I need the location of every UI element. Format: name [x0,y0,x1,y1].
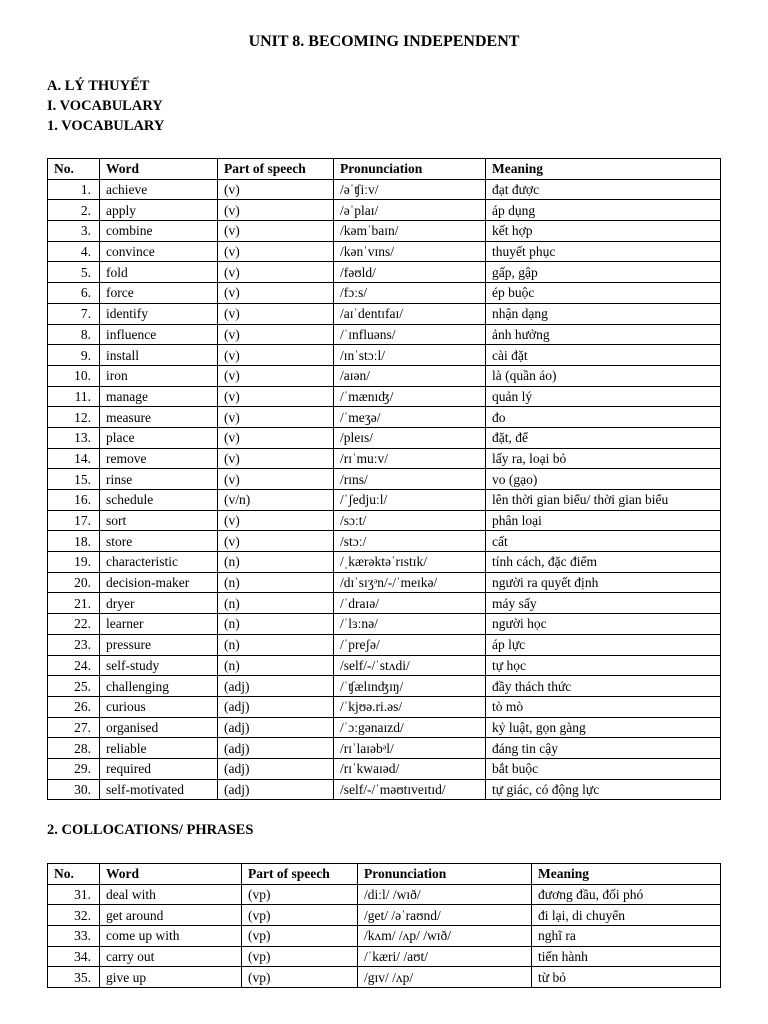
cell-pronunciation: /əˈʧiːv/ [334,179,486,200]
cell-pronunciation: /rɪˈlaɪəbᵊl/ [334,738,486,759]
cell-meaning: đương đầu, đối phó [532,884,721,905]
header-pronunciation: Pronunciation [334,159,486,180]
cell-word: get around [100,905,242,926]
cell-pronunciation: /kʌm/ /ʌp/ /wɪð/ [358,926,532,947]
cell-word: measure [100,407,218,428]
table-row [48,283,721,304]
cell-part-of-speech: (n) [218,655,334,676]
cell-part-of-speech: (v) [218,345,334,366]
cell-word: iron [100,365,218,386]
cell-no: 17. [48,510,100,531]
cell-part-of-speech: (v) [218,365,334,386]
table-row [48,676,721,697]
cell-no: 4. [48,241,100,262]
cell-pronunciation: /ˌkærəktəˈrɪstɪk/ [334,552,486,573]
table-row [48,779,721,800]
cell-word: learner [100,614,218,635]
cell-pronunciation: /rɪˈkwaɪəd/ [334,758,486,779]
cell-pronunciation: /fɔːs/ [334,283,486,304]
cell-part-of-speech: (vp) [242,905,358,926]
cell-part-of-speech: (v) [218,531,334,552]
cell-no: 5. [48,262,100,283]
cell-meaning: tiến hành [532,946,721,967]
cell-part-of-speech: (adj) [218,779,334,800]
cell-part-of-speech: (v) [218,427,334,448]
cell-pronunciation: /self/-/ˈməʊtɪveɪtɪd/ [334,779,486,800]
table-row [48,324,721,345]
table-row [48,510,721,531]
table-row [48,717,721,738]
cell-part-of-speech: (n) [218,593,334,614]
cell-pronunciation: /ˈʃedjuːl/ [334,490,486,511]
cell-no: 10. [48,365,100,386]
cell-part-of-speech: (n) [218,572,334,593]
table-row [48,552,721,573]
cell-word: give up [100,967,242,988]
cell-pronunciation: /ˈʧælɪnʤɪŋ/ [334,676,486,697]
cell-part-of-speech: (adj) [218,676,334,697]
table-row [48,262,721,283]
cell-no: 3. [48,221,100,242]
cell-no: 20. [48,572,100,593]
cell-no: 15. [48,469,100,490]
cell-meaning: đạt được [486,179,721,200]
cell-word: characteristic [100,552,218,573]
table-header-row [48,159,721,180]
cell-no: 6. [48,283,100,304]
cell-part-of-speech: (vp) [242,926,358,947]
cell-meaning: đi lại, di chuyển [532,905,721,926]
cell-meaning: tò mò [486,696,721,717]
cell-meaning: áp lực [486,634,721,655]
cell-pronunciation: /ˈlɜːnə/ [334,614,486,635]
cell-meaning: lấy ra, loại bỏ [486,448,721,469]
cell-meaning: áp dụng [486,200,721,221]
table-row [48,905,721,926]
table-row [48,884,721,905]
cell-pronunciation: /aɪən/ [334,365,486,386]
cell-meaning: bắt buộc [486,758,721,779]
cell-part-of-speech: (v) [218,200,334,221]
cell-part-of-speech: (v) [218,283,334,304]
header-part-of-speech: Part of speech [242,864,358,885]
cell-part-of-speech: (n) [218,552,334,573]
cell-no: 16. [48,490,100,511]
cell-word: combine [100,221,218,242]
cell-word: self-motivated [100,779,218,800]
header-part-of-speech: Part of speech [218,159,334,180]
cell-word: remove [100,448,218,469]
cell-part-of-speech: (adj) [218,717,334,738]
cell-no: 7. [48,303,100,324]
cell-part-of-speech: (adj) [218,738,334,759]
cell-word: come up with [100,926,242,947]
cell-pronunciation: /ˈmeʒə/ [334,407,486,428]
cell-pronunciation: /əˈplaɪ/ [334,200,486,221]
cell-no: 24. [48,655,100,676]
table-row [48,345,721,366]
cell-word: deal with [100,884,242,905]
cell-word: reliable [100,738,218,759]
table-row [48,531,721,552]
table-row [48,407,721,428]
table-row [48,614,721,635]
cell-pronunciation: /kəmˈbaɪn/ [334,221,486,242]
cell-part-of-speech: (v) [218,469,334,490]
cell-part-of-speech: (v) [218,179,334,200]
cell-word: challenging [100,676,218,697]
cell-pronunciation: /ˈkjʊə.ri.əs/ [334,696,486,717]
cell-pronunciation: /aɪˈdentɪfaɪ/ [334,303,486,324]
cell-meaning: đặt, để [486,427,721,448]
cell-pronunciation: /ˈkæri/ /aʊt/ [358,946,532,967]
cell-meaning: từ bỏ [532,967,721,988]
cell-no: 18. [48,531,100,552]
table-row [48,593,721,614]
cell-part-of-speech: (v) [218,262,334,283]
cell-no: 21. [48,593,100,614]
cell-pronunciation: /dɪˈsɪʒᵊn/-/ˈmeɪkə/ [334,572,486,593]
cell-meaning: tự học [486,655,721,676]
cell-no: 8. [48,324,100,345]
header-no: No. [48,864,100,885]
cell-pronunciation: /kənˈvɪns/ [334,241,486,262]
table-row [48,967,721,988]
cell-word: achieve [100,179,218,200]
cell-word: fold [100,262,218,283]
cell-meaning: gấp, gập [486,262,721,283]
cell-word: dryer [100,593,218,614]
cell-part-of-speech: (vp) [242,967,358,988]
cell-word: organised [100,717,218,738]
table-row [48,926,721,947]
cell-meaning: thuyết phục [486,241,721,262]
cell-no: 35. [48,967,100,988]
cell-pronunciation: /rɪˈmuːv/ [334,448,486,469]
cell-meaning: đáng tin cậy [486,738,721,759]
cell-meaning: kết hợp [486,221,721,242]
cell-no: 12. [48,407,100,428]
table-row [48,221,721,242]
cell-part-of-speech: (v) [218,324,334,345]
cell-word: carry out [100,946,242,967]
cell-word: self-study [100,655,218,676]
cell-pronunciation: /fəʊld/ [334,262,486,283]
table-row [48,241,721,262]
cell-pronunciation: /ɪnˈstɔːl/ [334,345,486,366]
cell-pronunciation: /stɔː/ [334,531,486,552]
table-row [48,655,721,676]
header-word: Word [100,864,242,885]
cell-part-of-speech: (adj) [218,758,334,779]
table-row [48,490,721,511]
section-2-heading: 2. COLLOCATIONS/ PHRASES [47,822,254,838]
cell-word: place [100,427,218,448]
cell-part-of-speech: (v) [218,303,334,324]
cell-meaning: phân loại [486,510,721,531]
header-pronunciation: Pronunciation [358,864,532,885]
cell-meaning: máy sấy [486,593,721,614]
cell-word: pressure [100,634,218,655]
header-meaning: Meaning [532,864,721,885]
vocabulary-table [47,158,721,800]
table-row [48,738,721,759]
cell-part-of-speech: (vp) [242,946,358,967]
cell-part-of-speech: (v/n) [218,490,334,511]
cell-pronunciation: /ˈɪnfluəns/ [334,324,486,345]
table-row [48,200,721,221]
cell-meaning: ảnh hưởng [486,324,721,345]
cell-no: 11. [48,386,100,407]
cell-part-of-speech: (vp) [242,884,358,905]
cell-no: 9. [48,345,100,366]
cell-no: 26. [48,696,100,717]
cell-meaning: lên thời gian biểu/ thời gian biểu [486,490,721,511]
table-row [48,179,721,200]
section-i-heading: I. VOCABULARY [47,98,163,114]
cell-no: 22. [48,614,100,635]
cell-no: 30. [48,779,100,800]
cell-part-of-speech: (v) [218,407,334,428]
cell-meaning: quản lý [486,386,721,407]
cell-part-of-speech: (v) [218,510,334,531]
header-word: Word [100,159,218,180]
cell-meaning: nghĩ ra [532,926,721,947]
section-a-heading: A. LÝ THUYẾT [47,78,150,94]
cell-pronunciation: /self/-/ˈstʌdi/ [334,655,486,676]
cell-part-of-speech: (v) [218,448,334,469]
cell-meaning: người học [486,614,721,635]
cell-part-of-speech: (adj) [218,696,334,717]
cell-pronunciation: /diːl/ /wɪð/ [358,884,532,905]
cell-meaning: tự giác, có động lực [486,779,721,800]
cell-meaning: kỷ luật, gọn gàng [486,717,721,738]
cell-word: influence [100,324,218,345]
cell-word: sort [100,510,218,531]
cell-word: rinse [100,469,218,490]
cell-word: required [100,758,218,779]
cell-pronunciation: /ˈɔːgənaɪzd/ [334,717,486,738]
table-row [48,946,721,967]
cell-no: 28. [48,738,100,759]
cell-meaning: đo [486,407,721,428]
cell-no: 2. [48,200,100,221]
cell-part-of-speech: (v) [218,386,334,407]
cell-no: 13. [48,427,100,448]
header-meaning: Meaning [486,159,721,180]
cell-word: curious [100,696,218,717]
cell-meaning: nhận dạng [486,303,721,324]
cell-pronunciation: /gɪv/ /ʌp/ [358,967,532,988]
cell-meaning: ép buộc [486,283,721,304]
phrases-table [47,863,721,988]
cell-word: identify [100,303,218,324]
cell-word: force [100,283,218,304]
cell-no: 33. [48,926,100,947]
table-row [48,469,721,490]
cell-pronunciation: /get/ /əˈraʊnd/ [358,905,532,926]
cell-no: 32. [48,905,100,926]
table-row [48,303,721,324]
cell-pronunciation: /rɪns/ [334,469,486,490]
cell-word: install [100,345,218,366]
cell-pronunciation: /ˈmænɪʤ/ [334,386,486,407]
cell-part-of-speech: (v) [218,221,334,242]
cell-word: manage [100,386,218,407]
table-row [48,572,721,593]
cell-no: 25. [48,676,100,697]
cell-no: 23. [48,634,100,655]
table-row [48,386,721,407]
table-row [48,696,721,717]
cell-no: 31. [48,884,100,905]
cell-meaning: vo (gạo) [486,469,721,490]
cell-meaning: tính cách, đặc điểm [486,552,721,573]
cell-word: convince [100,241,218,262]
cell-no: 34. [48,946,100,967]
table-row [48,758,721,779]
cell-no: 29. [48,758,100,779]
cell-meaning: người ra quyết định [486,572,721,593]
cell-pronunciation: /ˈdraɪə/ [334,593,486,614]
section-1-heading: 1. VOCABULARY [47,118,165,134]
cell-pronunciation: /pleɪs/ [334,427,486,448]
table-header-row [48,864,721,885]
cell-meaning: cất [486,531,721,552]
cell-no: 19. [48,552,100,573]
cell-word: apply [100,200,218,221]
header-no: No. [48,159,100,180]
table-row [48,634,721,655]
cell-word: store [100,531,218,552]
cell-no: 27. [48,717,100,738]
table-row [48,427,721,448]
table-row [48,448,721,469]
cell-word: decision-maker [100,572,218,593]
cell-part-of-speech: (v) [218,241,334,262]
cell-no: 14. [48,448,100,469]
cell-pronunciation: /sɔːt/ [334,510,486,531]
cell-pronunciation: /ˈpreʃə/ [334,634,486,655]
cell-word: schedule [100,490,218,511]
cell-meaning: đầy thách thức [486,676,721,697]
page-title: UNIT 8. BECOMING INDEPENDENT [248,33,520,50]
cell-meaning: cài đặt [486,345,721,366]
cell-no: 1. [48,179,100,200]
table-row [48,365,721,386]
cell-part-of-speech: (n) [218,614,334,635]
cell-part-of-speech: (n) [218,634,334,655]
cell-meaning: là (quần áo) [486,365,721,386]
